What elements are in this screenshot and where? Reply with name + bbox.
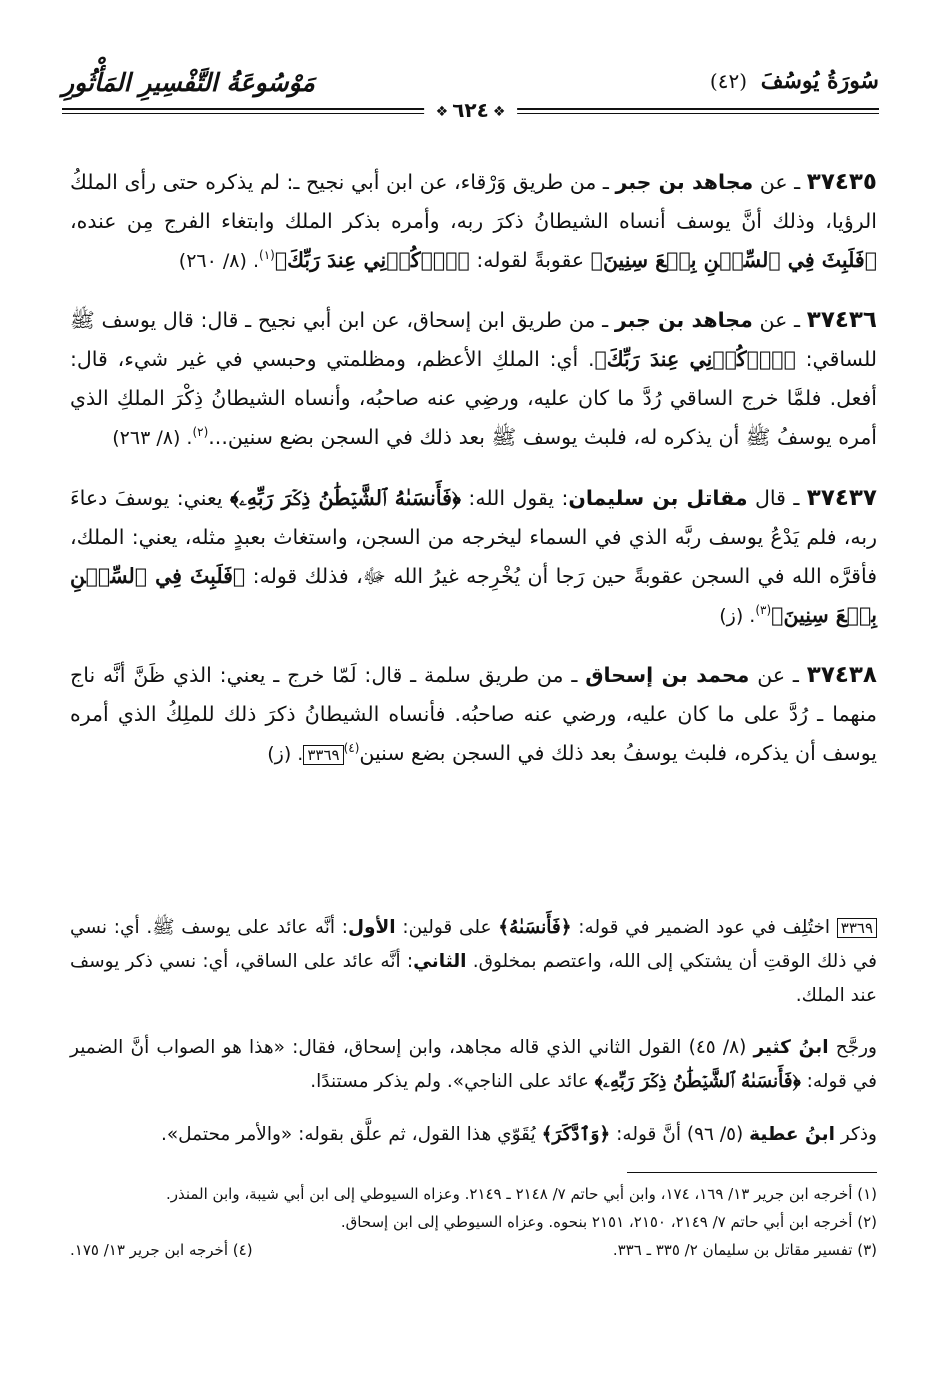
commentary-text: على قولين:	[395, 916, 499, 938]
ornament-icon: ❖	[492, 103, 506, 120]
sura-number: (٤٢)	[709, 69, 748, 93]
sura-heading	[710, 68, 879, 94]
narrator-name: مجاهد بن جبر	[614, 308, 753, 332]
footnote-rule	[627, 1172, 877, 1173]
volume-reference: . (ز)	[719, 604, 756, 627]
quran-quote: ﴿فَلَبِثَ فِي ٱلسِّجۡنِ بِضۡعَ سِنِينَ﴾	[590, 247, 877, 272]
narration-entries	[70, 142, 877, 783]
entry-37435	[70, 163, 877, 281]
commentary-number-box: ٣٣٦٩	[837, 918, 877, 938]
footnotes	[70, 1180, 877, 1264]
footnote-marker[interactable]: (٢)	[192, 425, 209, 440]
quran-quote: ﴿فَأَنسَىٰهُ ٱلشَّيۡطَٰنُ ذِكۡرَ رَبِّهِۦ﴾	[594, 1071, 801, 1092]
narrator-name: مقاتل بن سليمان	[568, 485, 748, 510]
narrator-name: مجاهد بن جبر	[615, 169, 754, 194]
entry-intro: ـ عن	[749, 663, 799, 687]
commentary-text: عائد على الناجي». ولم يذكر مستندًا.	[310, 1071, 595, 1092]
commentary-text: : أنَّه عائد على الساقي، أي: نسي ذكر يوسف عند الملك.	[70, 950, 877, 1006]
commentary-text: يُقَوّي هذا القول، ثم علَّق بقوله: «والأمر محتمل».	[160, 1123, 542, 1145]
quran-quote: ﴿فَلَبِثَ فِي ٱلسِّجۡنِ بِضۡعَ سِنِينَ﴾	[70, 563, 877, 627]
footnote-marker[interactable]: (٣)	[755, 602, 772, 617]
page-number-block	[424, 98, 518, 122]
volume-reference: . (٨/ ٢٦٣)	[112, 427, 193, 449]
footnote-2: (٢) أخرجه ابن أبي حاتم ٧/ ٢١٤٩، ٢١٥٠، ٢١٥١ بنحوه. وعزاه السيوطي إلى ابن إسحاق.	[340, 1213, 877, 1231]
entry-intro: ـ قال	[747, 485, 800, 510]
commentary-text: اختُلِف في عود الضمير في قوله:	[571, 916, 837, 938]
commentary-text: وذكر	[834, 1123, 877, 1145]
entry-text: ـ من طريق سلمة ـ قال: لَمّا خرج ـ يعني: الذي ظَنَّ أنَّه ناج منهما ـ رُدَّ على ما كان عليه، ورضي عنه صاحبُه. فأنساه الشيطانُ ذكرَ ذلك للملِكُ الذي أمره يوسف أن يذكره، فلبث يوسفُ بعد ذلك في السجن بضع سنين	[70, 663, 877, 765]
footnote-1: (١) أخرجه ابن جرير ١٣/ ١٦٩، ١٧٤، وابن أبي حاتم ٧/ ٢١٤٨ ـ ٢١٤٩. وعزاه السيوطي إلى ابن أبي شيبة، وابن المنذر.	[165, 1185, 877, 1203]
entry-number: ٣٧٤٣٦	[806, 307, 877, 333]
quran-quote: ﴿وَٱدَّكَرَ﴾	[541, 1123, 611, 1145]
entry-37438	[70, 656, 877, 774]
entry-text: عقوبةً لقوله:	[469, 247, 591, 272]
volume-reference: . (ز)	[267, 743, 304, 765]
footnote-row	[70, 1236, 877, 1264]
entry-number: ٣٧٤٣٨	[806, 662, 877, 688]
quran-quote: ﴿ٱذۡكُرۡنِي عِندَ رَبِّكَ﴾	[594, 347, 796, 371]
commentary-text: ورجَّح	[828, 1037, 877, 1058]
commentary-paragraph	[70, 1031, 877, 1099]
entry-number: ٣٧٤٣٥	[806, 168, 877, 195]
entry-text: . أي: الملكِ الأعظم، ومظلمتي وحبسي في غير شيء، قال: أفعل. فلمَّا خرج الساقي رُدَّ ما كان عليه، ورضِي عنه صاحبُه، وأنساه الشيطانُ ذِكْرَ الملكِ الذي أمره يوسفُ ﷺ أن يذكره له، فلبث يوسف ﷺ بعد ذلك في السجن بضع سنين...	[70, 347, 877, 449]
page-number: ٦٢٤	[452, 98, 489, 122]
quran-quote: ﴿فَأَنسَىٰهُ ٱلشَّيۡطَٰنُ ذِكۡرَ رَبِّهِۦ﴾	[229, 485, 461, 510]
entry-37436	[70, 301, 877, 458]
commentary-paragraph	[70, 1118, 877, 1152]
ornament-icon: ❖	[435, 103, 449, 120]
entry-intro: ـ عن	[752, 308, 801, 332]
sura-name: سُورَةُ يُوسُفَ	[760, 68, 879, 94]
commentary-text: (٥/ ٩٦) أنَّ قوله:	[610, 1123, 750, 1145]
narrator-name: محمد بن إسحاق	[585, 663, 750, 687]
commentary-text: (٨/ ٤٥) القول الثاني الذي قاله مجاهد، وابن إسحاق، فقال: «هذا هو الصواب أنَّ الضمير في قوله:	[70, 1037, 877, 1092]
scholar-name: ابنُ كثير	[753, 1037, 829, 1058]
quran-quote: ﴿فَأَنسَىٰهُ﴾	[498, 916, 572, 938]
footnote-marker[interactable]: (٤)	[343, 741, 360, 756]
commentary-section	[70, 892, 877, 1158]
volume-reference: . (٨/ ٢٦٠)	[178, 249, 259, 272]
page-header	[62, 60, 879, 130]
commentary-paragraph	[70, 911, 877, 1013]
opinion-label: الأول	[347, 916, 396, 938]
commentary-text: : أنَّه عائد على يوسف ﷺ. أي: نسي في ذلك الوقتِ أن يشتكي إلى الله، واعتصم بمخلوق.	[70, 916, 877, 972]
entry-37437	[70, 479, 877, 636]
entry-number: ٣٧٤٣٧	[806, 484, 877, 511]
entry-text: : يقول الله:	[461, 485, 569, 510]
footnote-marker[interactable]: (١)	[259, 247, 275, 262]
scholar-name: ابنُ عطية	[749, 1123, 835, 1145]
opinion-label: الثاني	[413, 950, 467, 972]
entry-text: ـ من طريق ابن إسحاق، عن ابن أبي نجيح ـ قال: قال يوسف ﷺ للساقي:	[70, 308, 877, 371]
footnote-4: (٤) أخرجه ابن جرير ١٣/ ١٧٥.	[70, 1241, 253, 1259]
entry-intro: ـ عن	[753, 169, 801, 194]
entry-text: يعني: يوسفَ دعاءَ ربه، فلم يَدْعُ يوسف ربَّه الذي في السماء ليخرجه من السجن، واستغاث بعبدٍ مثله، يعني: الملك، فأقرَّه الله في السجن عقوبةً حين رَجا أن يُخْرِجه غيرُ الله ﷻ، فذلك قوله:	[70, 485, 877, 588]
quran-quote: ﴿ٱذۡكُرۡنِي عِندَ رَبِّكَ﴾	[274, 247, 470, 272]
book-title: مَوْسُوعَةُ التَّفْسِيرِ المَأْثُورِ	[62, 68, 315, 97]
commentary-link-box[interactable]: ٣٣٦٩	[303, 745, 343, 765]
entry-text: ـ من طريق وَرْقاء، عن ابن أبي نجيح ـ: لم يذكره حتى رأى الملكُ الرؤيا، وذلك أنَّ يوسف أنساه الشيطانُ ذكرَ ربه، وأمره بذكر الملك وابتغاء الفرج مِن عنده،	[70, 169, 877, 233]
footnote-3: (٣) تفسير مقاتل بن سليمان ٢/ ٣٣٥ ـ ٣٣٦.	[612, 1241, 877, 1259]
